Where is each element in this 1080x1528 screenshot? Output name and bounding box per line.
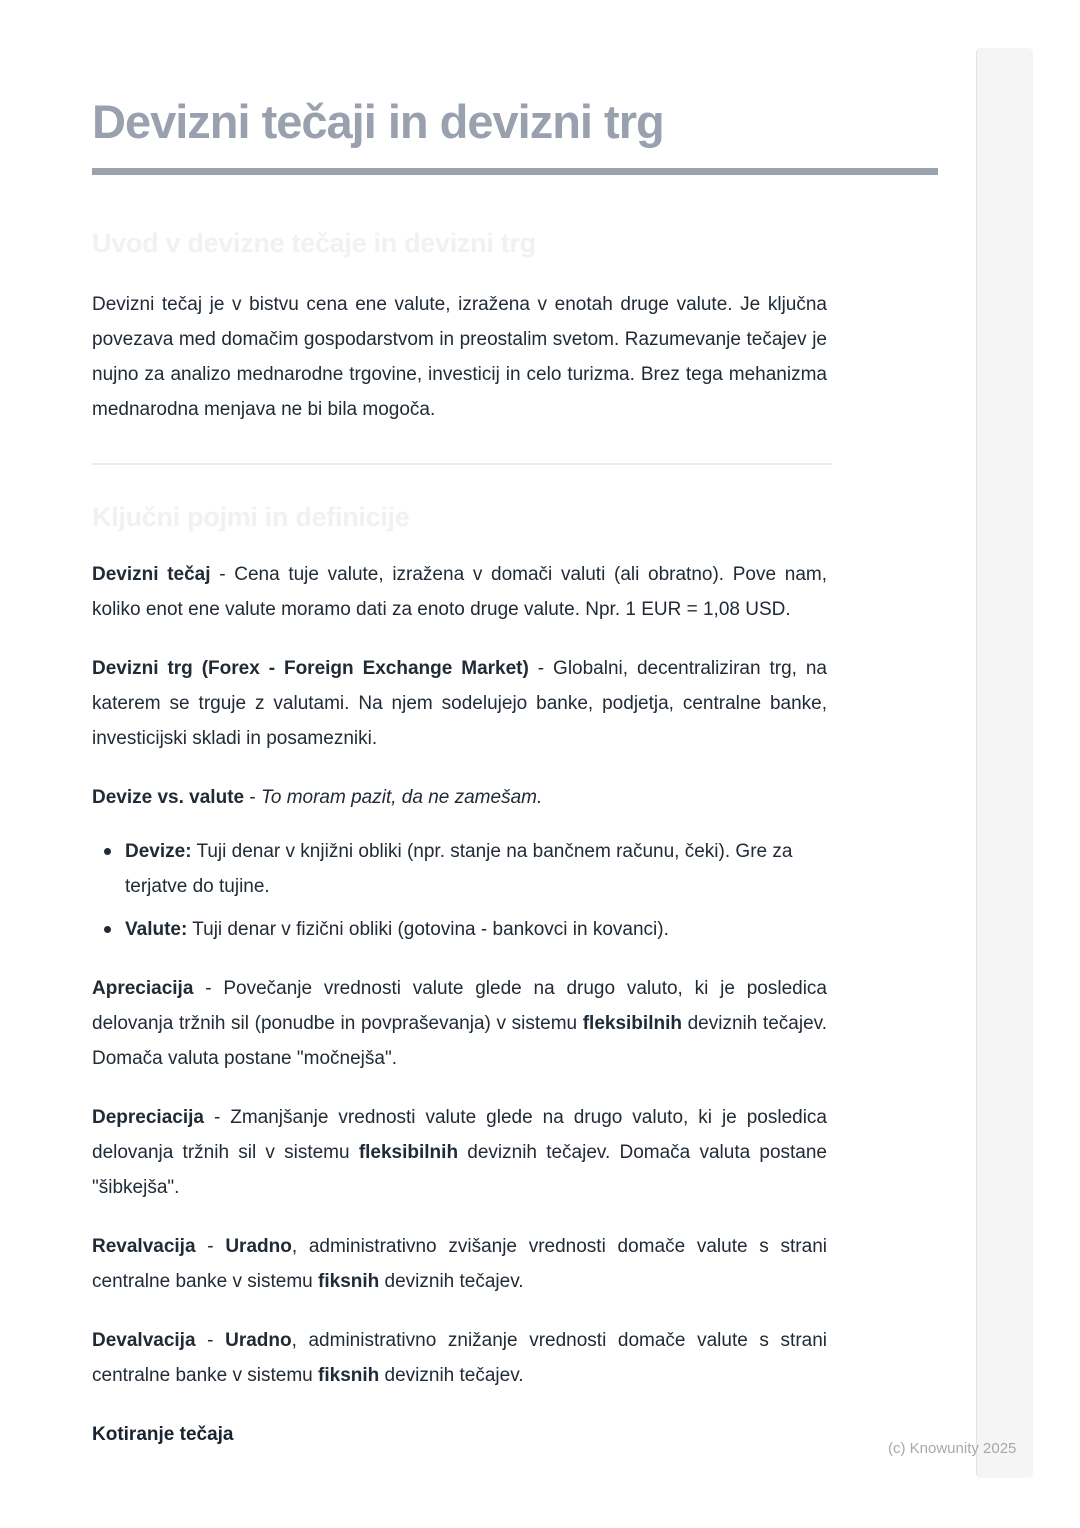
next-page-preview[interactable] — [976, 48, 1033, 1478]
bullet-icon — [104, 926, 111, 933]
title-rule — [92, 168, 938, 175]
paragraph-depreciacija: Depreciacija - Zmanjšanje vrednosti valute glede na drugo valuto, ki je posledica delovanja tržnih sil v sistemu fleksibilnih deviznih tečajev. Domača valuta postane "šibkejša". — [92, 1107, 827, 1198]
paragraph-devizni-trg: Devizni trg (Forex - Foreign Exchange Market) - Globalni, decentraliziran trg, na katerem se trguje z valutami. Na njem sodelujejo banke, podjetja, centralne banke, investicijski skladi in posamezniki. — [92, 658, 827, 749]
section-divider — [92, 463, 832, 465]
intro-paragraph: Devizni tečaj je v bistvu cena ene valute, izražena v enotah druge valute. Je ključna povezava med domačim gospodarstvom in preostalim svetom. Razumevanje tečajev je nujno za analizo mednarodne trgovine, investicij in celo turizma. Brez tega mehanizma mednarodna menjava ne bi bila mogoča. — [92, 294, 827, 420]
paragraph-devize-vs-valute: Devize vs. valute - To moram pazit, da ne zamešam. — [92, 787, 543, 808]
paragraph-devizni-tecaj: Devizni tečaj - Cena tuje valute, izražena v domači valuti (ali obratno). Pove nam, koliko enot ene valute moramo dati za enoto druge valute. Npr. 1 EUR = 1,08 USD. — [92, 564, 827, 620]
list-item-text: Devize: Tuji denar v knjižni obliki (npr. stanje na bančnem računu, čeki). Gre za terjatve do tujine. — [125, 841, 793, 897]
list-item-text: Valute: Tuji denar v fizični obliki (gotovina - bankovci in kovanci). — [125, 919, 669, 940]
copyright-watermark: (c) Knowunity 2025 — [888, 1440, 1017, 1457]
paragraph-revalvacija: Revalvacija - Uradno, administrativno zvišanje vrednosti domače valute s strani centralne banke v sistemu fiksnih deviznih tečajev. — [92, 1236, 827, 1292]
bullet-icon — [104, 848, 111, 855]
list-item-devize — [104, 834, 827, 904]
page-title: Devizni tečaji in devizni trg — [92, 95, 664, 148]
document-page — [92, 0, 827, 1471]
paragraph-devalvacija: Devalvacija - Uradno, administrativno znižanje vrednosti domače valute s strani centralne banke v sistemu fiksnih deviznih tečajev. — [92, 1330, 827, 1386]
paragraph-apreciacija: Apreciacija - Povečanje vrednosti valute glede na drugo valuto, ki je posledica delovanja tržnih sil (ponudbe in povpraševanja) v sistemu fleksibilnih deviznih tečajev. Domača valuta postane "močnejša". — [92, 978, 827, 1069]
definitions-list — [92, 834, 827, 947]
subheading-kotiranje-tecaja: Kotiranje tečaja — [92, 1424, 234, 1445]
section-heading-intro: Uvod v devizne tečaje in devizni trg — [92, 228, 536, 258]
list-item-valute — [104, 912, 827, 947]
section-heading-key-terms: Ključni pojmi in definicije — [92, 502, 410, 532]
